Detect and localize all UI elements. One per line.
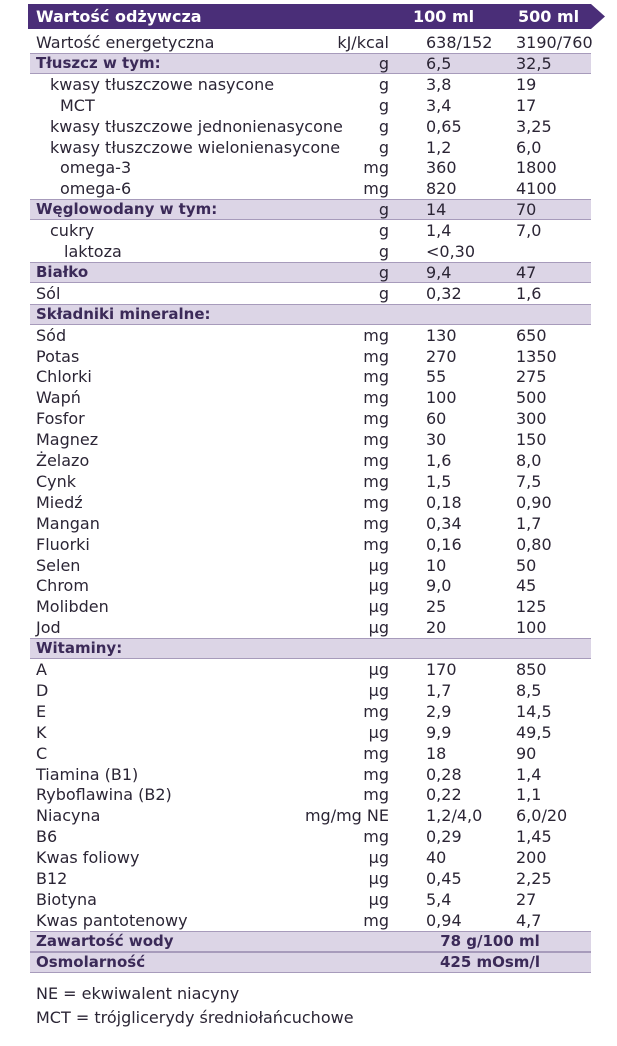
row-unit: g <box>378 53 389 73</box>
value-500ml: 150 <box>516 430 547 450</box>
section-row <box>30 304 591 325</box>
table-header <box>28 4 605 29</box>
table-row <box>30 325 591 346</box>
row-label: Potas <box>36 346 80 366</box>
table-row <box>30 241 591 262</box>
table-row <box>30 74 591 95</box>
row-unit: mg <box>363 701 389 721</box>
value-100ml: 20 <box>426 618 447 638</box>
row-label: Sód <box>36 325 67 345</box>
row-label: omega-6 <box>60 179 132 199</box>
value-100ml: 100 <box>426 388 457 408</box>
table-row <box>30 220 591 241</box>
value-500ml: 300 <box>516 409 547 429</box>
row-unit: g <box>378 95 389 115</box>
row-label: Chlorki <box>36 367 92 387</box>
row-label: Tłuszcz w tym: <box>36 53 161 72</box>
value-100ml: 9,0 <box>426 576 452 596</box>
table-row <box>30 575 591 596</box>
value-500ml: 6,0 <box>516 137 542 157</box>
value-100ml: 170 <box>426 660 457 679</box>
row-label: Tiamina (B1) <box>36 764 139 784</box>
row-unit: µg <box>368 555 389 575</box>
table-row <box>30 784 591 805</box>
table-row <box>30 408 591 429</box>
value-500ml: 200 <box>516 848 547 868</box>
value-500ml: 3190/760 <box>516 33 593 52</box>
value-500ml: 0,80 <box>516 534 552 554</box>
row-unit: mg <box>363 743 389 763</box>
row-unit: µg <box>368 848 389 868</box>
value-500ml: 8,0 <box>516 451 542 470</box>
value-500ml: 850 <box>516 660 547 679</box>
value-100ml: 270 <box>426 346 457 366</box>
row-label: omega-3 <box>60 158 132 178</box>
row-unit: mg/mg NE <box>304 806 389 826</box>
value-500ml: 3,25 <box>516 116 552 136</box>
row-label: Kwas foliowy <box>36 848 140 868</box>
value-500ml: 4,7 <box>516 910 542 930</box>
row-label: Miedź <box>36 492 83 512</box>
table-row <box>30 387 591 408</box>
row-unit: mg <box>363 492 389 512</box>
value-100ml: 0,34 <box>426 513 462 533</box>
table-row <box>30 32 591 53</box>
value-100ml: 0,94 <box>426 910 462 930</box>
value-500ml: 1350 <box>516 346 557 366</box>
value-100ml: 55 <box>426 367 447 387</box>
value-100ml: 0,28 <box>426 764 462 784</box>
value-500ml: 4100 <box>516 179 557 199</box>
row-label: D <box>36 680 49 700</box>
table-row <box>30 826 591 847</box>
value-500ml: 27 <box>516 889 537 909</box>
row-unit: mg <box>363 158 389 178</box>
row-label: Mangan <box>36 513 100 533</box>
table-row <box>30 534 591 555</box>
row-label: K <box>36 722 47 742</box>
value-100ml: 1,2 <box>426 137 452 157</box>
header-col-500ml: 500 ml <box>518 7 580 26</box>
table-row <box>30 868 591 889</box>
row-label: Fluorki <box>36 534 90 554</box>
table-row <box>30 366 591 387</box>
value-100ml: 1,5 <box>426 471 452 491</box>
value-500ml: 47 <box>516 262 537 282</box>
value-100ml: 5,4 <box>426 889 452 909</box>
value-500ml: 2,25 <box>516 869 552 888</box>
value-500ml: 0,90 <box>516 492 552 512</box>
footnote: MCT = trójglicerydy średniołańcuchowe <box>36 1007 354 1027</box>
row-label: C <box>36 743 48 763</box>
header-title: Wartość odżywcza <box>36 7 202 26</box>
row-unit: g <box>378 221 389 241</box>
row-label: Chrom <box>36 576 89 596</box>
value-500ml: 1,45 <box>516 827 552 847</box>
row-label: Wartość energetyczna <box>36 33 215 52</box>
row-label: Składniki mineralne: <box>36 304 211 323</box>
table-row <box>30 680 591 701</box>
value-500ml: 17 <box>516 95 537 115</box>
row-unit: g <box>378 200 389 220</box>
table-row <box>30 743 591 764</box>
value-100ml: 1,4 <box>426 221 452 241</box>
value-100ml: 1,7 <box>426 680 452 700</box>
row-label: Witaminy: <box>36 639 123 658</box>
row-label: Białko <box>36 262 89 281</box>
table-row <box>30 701 591 722</box>
value-100ml: 9,4 <box>426 262 452 282</box>
value-500ml: 7,0 <box>516 221 542 241</box>
row-label: Żelazo <box>36 451 90 470</box>
value-500ml: 1,4 <box>516 764 542 784</box>
value-500ml: 45 <box>516 576 537 596</box>
value-100ml: 2,9 <box>426 701 452 721</box>
row-unit: g <box>378 242 389 261</box>
row-label: laktoza <box>64 242 122 261</box>
row-label: kwasy tłuszczowe wielonienasycone <box>50 137 341 157</box>
row-label: kwasy tłuszczowe nasycone <box>50 74 275 94</box>
row-label: Cynk <box>36 471 77 491</box>
section-row <box>30 638 591 659</box>
row-unit: µg <box>368 597 389 617</box>
row-unit: mg <box>363 430 389 450</box>
value-100ml: 1,2/4,0 <box>426 806 483 826</box>
value-500ml: 19 <box>516 74 537 94</box>
row-label: kwasy tłuszczowe jednonienasycone <box>50 116 343 136</box>
value-100ml: 6,5 <box>426 53 452 73</box>
table-row <box>30 555 591 576</box>
table-row <box>30 137 591 158</box>
row-unit: µg <box>368 680 389 700</box>
section-row <box>30 262 591 283</box>
table-row <box>30 764 591 785</box>
value-500ml: 650 <box>516 325 547 345</box>
summary-label: Osmolarność <box>36 952 146 971</box>
value-500ml: 6,0/20 <box>516 806 568 826</box>
row-label: cukry <box>50 221 95 241</box>
table-row <box>30 157 591 178</box>
row-unit: mg <box>363 785 389 805</box>
value-100ml: 30 <box>426 430 447 450</box>
row-label: Ryboflawina (B2) <box>36 785 172 805</box>
row-unit: µg <box>368 576 389 596</box>
value-100ml: 3,4 <box>426 95 452 115</box>
summary-label: Zawartość wody <box>36 931 174 950</box>
value-500ml: 275 <box>516 367 547 387</box>
header-col-100ml: 100 ml <box>413 7 475 26</box>
value-100ml: 0,45 <box>426 869 462 888</box>
value-100ml: <0,30 <box>426 242 476 261</box>
row-unit: µg <box>368 660 389 679</box>
row-label: Fosfor <box>36 409 85 429</box>
table-row <box>30 283 591 304</box>
value-500ml: 1,6 <box>516 283 542 303</box>
row-unit: mg <box>363 367 389 387</box>
table-row <box>30 116 591 137</box>
row-unit: mg <box>363 388 389 408</box>
row-unit: mg <box>363 325 389 345</box>
value-500ml: 50 <box>516 555 537 575</box>
row-label: Magnez <box>36 430 99 450</box>
row-unit: µg <box>368 889 389 909</box>
value-500ml: 1,1 <box>516 785 542 805</box>
table-row <box>30 513 591 534</box>
value-100ml: 130 <box>426 325 457 345</box>
value-500ml: 49,5 <box>516 722 552 742</box>
table-row <box>30 617 591 638</box>
row-unit: g <box>378 137 389 157</box>
row-label: Molibden <box>36 597 109 617</box>
section-row <box>30 53 591 74</box>
row-label: Niacyna <box>36 806 101 826</box>
row-label: Sól <box>36 283 61 303</box>
value-100ml: 820 <box>426 179 457 199</box>
table-row <box>30 450 591 471</box>
table-row <box>30 910 591 931</box>
value-500ml: 8,5 <box>516 680 542 700</box>
row-unit: g <box>378 283 389 303</box>
value-100ml: 14 <box>426 200 447 220</box>
value-500ml: 90 <box>516 743 537 763</box>
row-label: MCT <box>60 95 95 115</box>
table-row <box>30 596 591 617</box>
summary-row <box>30 931 591 952</box>
footnote: NE = ekwiwalent niacyny <box>36 983 240 1003</box>
table-row <box>30 659 591 680</box>
row-unit: g <box>378 116 389 136</box>
value-100ml: 18 <box>426 743 447 763</box>
value-100ml: 0,22 <box>426 785 462 805</box>
table-row <box>30 805 591 826</box>
row-label: B12 <box>36 869 68 888</box>
value-100ml: 60 <box>426 409 447 429</box>
row-unit: mg <box>363 764 389 784</box>
value-500ml: 500 <box>516 388 547 408</box>
summary-value: 425 mOsm/l <box>439 952 541 971</box>
table-row <box>30 346 591 367</box>
value-100ml: 9,9 <box>426 722 452 742</box>
row-unit: g <box>378 262 389 282</box>
row-unit: mg <box>363 346 389 366</box>
table-row <box>30 847 591 868</box>
value-100ml: 10 <box>426 555 447 575</box>
row-label: Wapń <box>36 388 81 408</box>
row-label: E <box>36 701 47 721</box>
row-unit: mg <box>363 534 389 554</box>
row-unit: mg <box>363 513 389 533</box>
value-100ml: 1,6 <box>426 451 452 470</box>
value-100ml: 3,8 <box>426 74 452 94</box>
value-100ml: 40 <box>426 848 447 868</box>
value-100ml: 25 <box>426 597 447 617</box>
section-row <box>30 199 591 220</box>
value-500ml: 1800 <box>516 158 557 178</box>
row-unit: µg <box>368 722 389 742</box>
row-label: A <box>36 660 47 679</box>
row-label: Kwas pantotenowy <box>36 910 188 930</box>
row-unit: g <box>378 74 389 94</box>
value-500ml: 7,5 <box>516 471 542 491</box>
value-500ml: 1,7 <box>516 513 542 533</box>
table-row <box>30 178 591 199</box>
value-100ml: 0,65 <box>426 116 462 136</box>
row-unit: kJ/kcal <box>337 33 389 52</box>
row-label: Jod <box>36 618 61 638</box>
row-label: Selen <box>36 555 81 575</box>
value-500ml: 14,5 <box>516 701 552 721</box>
value-500ml: 70 <box>516 200 537 220</box>
row-unit: µg <box>368 618 389 638</box>
row-label: Węglowodany w tym: <box>36 200 218 219</box>
summary-value: 78 g/100 ml <box>440 931 540 950</box>
table-row <box>30 889 591 910</box>
summary-row <box>30 952 591 973</box>
table-row <box>30 722 591 743</box>
row-unit: mg <box>363 409 389 429</box>
row-label: B6 <box>36 827 58 847</box>
value-100ml: 0,32 <box>426 283 462 303</box>
value-100ml: 0,29 <box>426 827 462 847</box>
table-row <box>30 95 591 116</box>
value-100ml: 0,16 <box>426 534 462 554</box>
row-unit: mg <box>363 910 389 930</box>
value-100ml: 0,18 <box>426 492 462 512</box>
table-row <box>30 471 591 492</box>
row-unit: mg <box>363 179 389 199</box>
value-100ml: 360 <box>426 158 457 178</box>
row-unit: mg <box>363 827 389 847</box>
value-500ml: 32,5 <box>516 53 552 73</box>
table-row <box>30 492 591 513</box>
row-unit: mg <box>363 451 389 470</box>
row-unit: µg <box>368 869 389 888</box>
row-unit: mg <box>363 471 389 491</box>
value-100ml: 638/152 <box>426 33 493 52</box>
value-500ml: 125 <box>516 597 547 617</box>
table-row <box>30 429 591 450</box>
row-label: Biotyna <box>36 889 97 909</box>
value-500ml: 100 <box>516 618 547 638</box>
